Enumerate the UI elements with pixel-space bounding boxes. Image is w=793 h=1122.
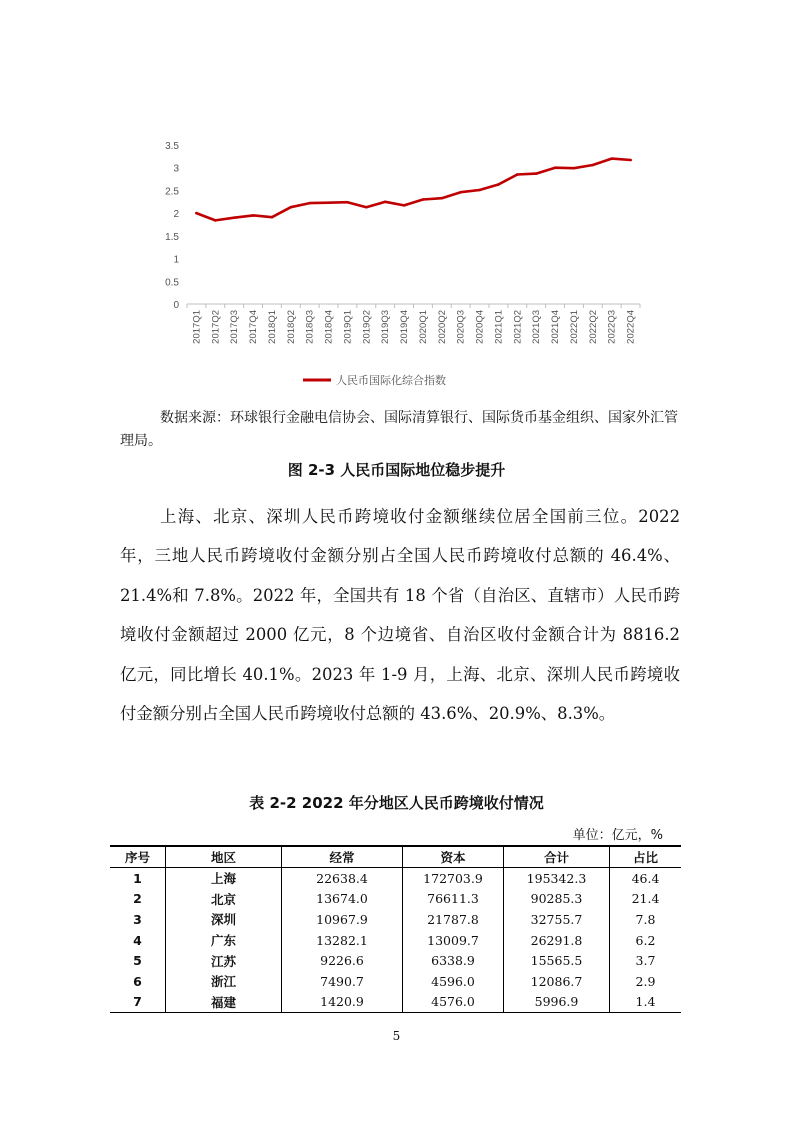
page-number: 5 — [392, 1029, 401, 1043]
x-tick-label: 2019Q2 — [361, 310, 373, 344]
table-header-row — [110, 846, 681, 868]
cell-total: 32755.7 — [504, 909, 610, 930]
cell-current: 22638.4 — [282, 868, 403, 889]
data-point — [346, 201, 349, 204]
cell-share: 46.4 — [610, 868, 682, 889]
y-tick-label: 0 — [173, 300, 179, 311]
cell-current: 1420.9 — [282, 992, 403, 1013]
data-point — [365, 206, 368, 209]
x-tick-label: 2017Q2 — [210, 310, 222, 344]
cell-region: 北京 — [166, 889, 282, 910]
cell-share: 2.9 — [610, 971, 682, 992]
data-source-note: 数据来源：环球银行金融电信协会、国际清算银行、国际货币基金组织、国家外汇管理局。 — [120, 410, 678, 449]
cell-index: 1 — [133, 870, 142, 886]
table-title: 表 2-2 2022 年分地区人民币跨境收付情况 — [249, 794, 544, 812]
data-point — [252, 214, 255, 217]
legend-label: 人民币国际化综合指数 — [336, 374, 446, 387]
cell-current: 13674.0 — [282, 889, 403, 910]
x-tick-label: 2019Q3 — [380, 310, 392, 344]
data-point — [441, 197, 444, 200]
cell-region: 浙江 — [166, 971, 282, 992]
cell-share: 6.2 — [610, 930, 682, 951]
header-total: 合计 — [504, 846, 610, 868]
header-current: 经常 — [282, 846, 403, 868]
cell-capital: 76611.3 — [403, 889, 504, 910]
y-tick-label: 3 — [173, 163, 179, 175]
line-chart — [150, 135, 650, 397]
cell-total: 5996.9 — [504, 992, 610, 1013]
x-tick-label: 2017Q4 — [248, 310, 260, 344]
cell-region: 江苏 — [166, 950, 282, 971]
y-tick-label: 0.5 — [165, 277, 179, 289]
cell-current: 13282.1 — [282, 930, 403, 951]
x-tick-label: 2021Q2 — [512, 310, 524, 344]
figure-caption: 图 2-3 人民币国际地位稳步提升 — [287, 461, 506, 479]
data-point — [290, 206, 293, 209]
y-tick-label: 1 — [173, 254, 179, 266]
y-tick-label: 2.5 — [165, 186, 179, 198]
data-point — [573, 167, 576, 170]
y-tick-label: 2 — [173, 209, 179, 221]
x-tick-label: 2022Q3 — [606, 310, 618, 344]
body-paragraph: 上海、北京、深圳人民币跨境收付金额继续位居全国前三位。2022 年，三地人民币跨境收付金额分别占全国人民币跨境收付总额的 46.4%、21.4%和 7.8%。2022 年，全国共有 18 个省（自治区、直辖市）人民币跨境收付金额超过 2000 亿元，8 个边境省、自治区收付金额合计为 8816.2 亿元，同比增长 40.1%。2023 年 1-9 月，上海、北京、深圳人民币跨境收付金额分别占全国人民币跨境收付总额的 43.6%、20.9%、8.3%。 — [120, 507, 680, 724]
y-tick-label: 1.5 — [165, 231, 179, 243]
cell-region: 广东 — [166, 930, 282, 951]
data-point — [327, 201, 330, 204]
cell-index: 7 — [110, 992, 166, 1013]
table-row — [110, 950, 681, 971]
table-unit: 单位：亿元，% — [572, 828, 663, 843]
data-point — [308, 202, 311, 205]
header-capital: 资本 — [403, 846, 504, 868]
x-tick-label: 2018Q3 — [304, 310, 316, 344]
cell-total: 195342.3 — [504, 868, 610, 889]
table-row — [110, 889, 681, 910]
data-point — [422, 198, 425, 201]
header-index: 序号 — [110, 846, 166, 868]
data-point — [195, 212, 198, 215]
cell-index: 2 — [133, 891, 142, 907]
cell-share: 7.8 — [610, 909, 682, 930]
cell-capital: 4596.0 — [403, 971, 504, 992]
table-row — [110, 992, 681, 1013]
data-point — [478, 189, 481, 192]
cell-region: 上海 — [166, 868, 282, 889]
x-tick-label: 2018Q1 — [266, 310, 278, 344]
data-point — [214, 219, 217, 222]
region-payments-table — [110, 845, 681, 1013]
data-point — [554, 166, 557, 169]
x-tick-label: 2022Q4 — [625, 310, 637, 344]
x-tick-label: 2020Q3 — [455, 310, 467, 344]
data-point — [459, 191, 462, 194]
data-point — [592, 164, 595, 167]
cell-current: 7490.7 — [282, 971, 403, 992]
cell-index: 3 — [133, 911, 142, 927]
x-tick-label: 2022Q2 — [587, 310, 599, 344]
x-tick-label: 2022Q1 — [568, 310, 580, 344]
x-tick-label: 2017Q1 — [191, 310, 203, 344]
data-point — [610, 157, 613, 160]
data-point — [271, 216, 274, 219]
x-tick-label: 2021Q1 — [493, 310, 505, 344]
cell-region: 福建 — [166, 992, 282, 1013]
table-row — [110, 971, 681, 992]
x-tick-label: 2017Q3 — [229, 310, 241, 344]
x-tick-label: 2020Q4 — [474, 310, 486, 344]
cell-total: 15565.5 — [504, 950, 610, 971]
x-tick-label: 2020Q1 — [417, 310, 429, 344]
table-row — [110, 868, 681, 889]
x-tick-label: 2019Q1 — [342, 310, 354, 344]
data-point — [629, 159, 632, 162]
data-point — [516, 173, 519, 176]
table-row — [110, 930, 681, 951]
cell-total: 90285.3 — [504, 889, 610, 910]
cell-current: 10967.9 — [282, 909, 403, 930]
header-share: 占比 — [610, 846, 682, 868]
cell-share: 21.4 — [610, 889, 682, 910]
cell-index: 5 — [133, 953, 142, 969]
cell-total: 26291.8 — [504, 930, 610, 951]
x-tick-label: 2021Q4 — [550, 310, 562, 344]
cell-capital: 4576.0 — [403, 992, 504, 1013]
cell-index: 4 — [133, 932, 142, 948]
data-point — [497, 183, 500, 186]
data-point — [233, 216, 236, 219]
cell-share: 1.4 — [610, 992, 682, 1013]
x-tick-label: 2020Q2 — [436, 310, 448, 344]
x-tick-label: 2018Q2 — [285, 310, 297, 344]
x-tick-label: 2018Q4 — [323, 310, 335, 344]
cell-region: 深圳 — [166, 909, 282, 930]
data-point — [403, 204, 406, 207]
cell-index: 6 — [133, 973, 142, 989]
series-line — [196, 159, 630, 221]
cell-capital: 6338.9 — [403, 950, 504, 971]
cell-share: 3.7 — [610, 950, 682, 971]
x-tick-label: 2019Q4 — [399, 310, 411, 344]
cell-capital: 13009.7 — [403, 930, 504, 951]
x-tick-label: 2021Q3 — [531, 310, 543, 344]
cell-total: 12086.7 — [504, 971, 610, 992]
table-row — [110, 909, 681, 930]
header-region: 地区 — [166, 846, 282, 868]
cell-capital: 21787.8 — [403, 909, 504, 930]
cell-current: 9226.6 — [282, 950, 403, 971]
data-point — [535, 172, 538, 175]
y-tick-label: 3.5 — [165, 141, 179, 152]
data-point — [384, 200, 387, 203]
cell-capital: 172703.9 — [403, 868, 504, 889]
